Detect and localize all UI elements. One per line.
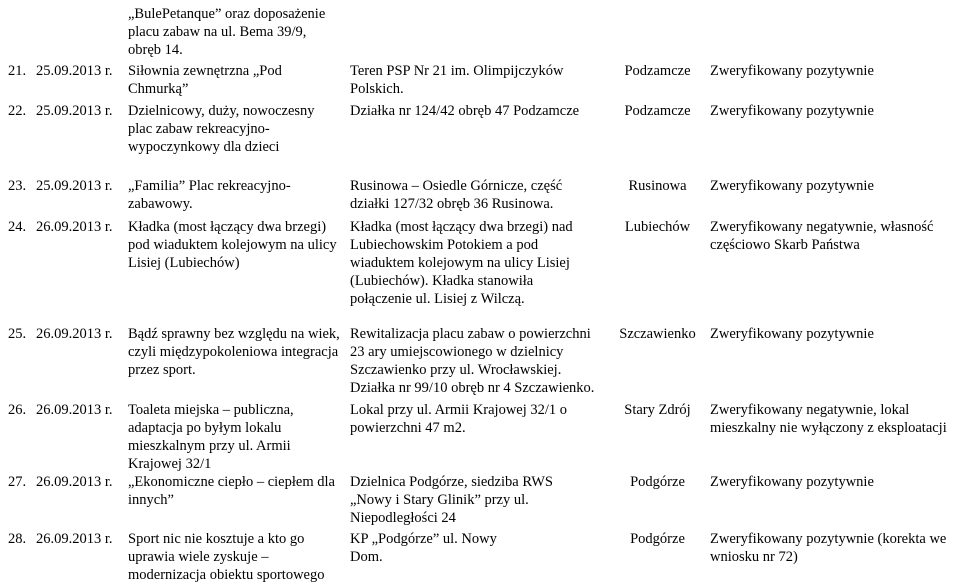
text-line: Działka nr 99/10 obręb nr 4 Szczawienko. bbox=[350, 380, 595, 396]
row-number: 24. bbox=[8, 219, 27, 235]
row-number: 23. bbox=[8, 178, 27, 194]
text-line: Sport nic nie kosztuje a kto go bbox=[128, 531, 305, 547]
text-line: „Nowy i Stary Glinik” przy ul. bbox=[350, 492, 529, 508]
district: Rusinowa bbox=[628, 178, 687, 194]
text-line: pod wiaduktem kolejowym na ulicy bbox=[128, 237, 337, 253]
submission-date: 26.09.2013 r. bbox=[36, 219, 113, 235]
verification-status bbox=[710, 325, 955, 343]
project-name bbox=[128, 177, 343, 213]
project-location bbox=[350, 218, 610, 308]
text-line: modernizacja obiektu sportowego bbox=[128, 567, 325, 583]
row-number: 26. bbox=[8, 402, 27, 418]
row-number: 22. bbox=[8, 103, 27, 119]
project-location bbox=[350, 401, 610, 437]
submission-date: 25.09.2013 r. bbox=[36, 63, 113, 79]
row-number: 25. bbox=[8, 326, 27, 342]
text-line: częściowo Skarb Państwa bbox=[710, 237, 860, 253]
text-line: Niepodległości 24 bbox=[350, 510, 456, 526]
text-line: Zweryfikowany pozytywnie (korekta we bbox=[710, 531, 947, 547]
text-line: „Familia” Plac rekreacyjno- bbox=[128, 178, 291, 194]
text-line: wniosku nr 72) bbox=[710, 549, 798, 565]
text-line: obręb 14. bbox=[128, 42, 183, 58]
text-line: 23 ary umiejscowionego w dzielnicy bbox=[350, 344, 564, 360]
text-line: plac zabaw rekreacyjno- bbox=[128, 121, 270, 137]
text-line: wiaduktem kolejowym na ulicy Lisiej bbox=[350, 255, 570, 271]
text-line: wypoczynkowy dla dzieci bbox=[128, 139, 280, 155]
text-line: „Ekonomiczne ciepło – ciepłem dla bbox=[128, 474, 335, 490]
text-line: Zweryfikowany pozytywnie bbox=[710, 103, 874, 119]
text-line: innych” bbox=[128, 492, 174, 508]
text-line: (Lubiechów). Kładka stanowiła bbox=[350, 273, 534, 289]
text-line: połączenie ul. Lisiej z Wilczą. bbox=[350, 291, 525, 307]
district: Lubiechów bbox=[624, 219, 691, 235]
text-line: uprawia wiele zyskuje – bbox=[128, 549, 269, 565]
project-location bbox=[350, 62, 610, 98]
text-line: Zweryfikowany pozytywnie bbox=[710, 474, 874, 490]
text-line: Dzielnicowy, duży, nowoczesny bbox=[128, 103, 315, 119]
text-line: Rusinowa – Osiedle Górnicze, część bbox=[350, 178, 563, 194]
district: Podgórze bbox=[630, 531, 685, 547]
submission-date: 26.09.2013 r. bbox=[36, 474, 113, 490]
text-line: Kładka (most łączący dwa brzegi) nad bbox=[350, 219, 573, 235]
project-location bbox=[350, 177, 610, 213]
text-line: Szczawienko przy ul. Wrocławskiej. bbox=[350, 362, 562, 378]
text-line: mieszkalnym przy ul. Armii bbox=[128, 438, 291, 454]
text-line: Polskich. bbox=[350, 81, 404, 97]
district: Podgórze bbox=[630, 474, 685, 490]
verification-status bbox=[710, 473, 955, 491]
submission-date: 25.09.2013 r. bbox=[36, 103, 113, 119]
text-line: Kładka (most łączący dwa brzegi) bbox=[128, 219, 327, 235]
project-name bbox=[128, 102, 343, 156]
project-name bbox=[128, 218, 343, 272]
verification-status bbox=[710, 218, 955, 254]
text-line: Chmurką” bbox=[128, 81, 189, 97]
district: Szczawienko bbox=[619, 326, 696, 342]
project-location bbox=[350, 473, 610, 527]
district: Podzamcze bbox=[624, 63, 691, 79]
text-line: placu zabaw na ul. Bema 39/9, bbox=[128, 24, 307, 40]
text-line: Siłownia zewnętrzna „Pod bbox=[128, 63, 282, 79]
text-line: czyli międzypokoleniowa integracja bbox=[128, 344, 339, 360]
project-name bbox=[128, 62, 343, 98]
row-number: 21. bbox=[8, 63, 27, 79]
text-line: Rewitalizacja placu zabaw o powierzchni bbox=[350, 326, 591, 342]
district: Podzamcze bbox=[624, 103, 691, 119]
project-name bbox=[128, 325, 343, 379]
submission-date: 26.09.2013 r. bbox=[36, 531, 113, 547]
verification-status bbox=[710, 401, 955, 437]
text-line: Zweryfikowany pozytywnie bbox=[710, 178, 874, 194]
submission-date: 25.09.2013 r. bbox=[36, 178, 113, 194]
text-line: „BulePetanque” oraz doposażenie bbox=[128, 6, 326, 22]
text-line: Dzielnica Podgórze, siedziba RWS bbox=[350, 474, 553, 490]
text-line: działki 127/32 obręb 36 Rusinowa. bbox=[350, 196, 554, 212]
verification-status bbox=[710, 62, 955, 80]
project-name bbox=[128, 473, 343, 509]
project-location bbox=[350, 102, 610, 120]
row-number: 27. bbox=[8, 474, 27, 490]
text-line: powierzchni 47 m2. bbox=[350, 420, 466, 436]
text-line: Bądź sprawny bez względu na wiek, bbox=[128, 326, 340, 342]
text-line: Dom. bbox=[350, 549, 383, 565]
text-line: Zweryfikowany pozytywnie bbox=[710, 63, 874, 79]
text-line: adaptacja po byłym lokalu bbox=[128, 420, 282, 436]
text-line: Zweryfikowany pozytywnie bbox=[710, 326, 874, 342]
verification-status bbox=[710, 177, 955, 195]
text-line: Toaleta miejska – publiczna, bbox=[128, 402, 294, 418]
text-line: Zweryfikowany negatywnie, własność bbox=[710, 219, 934, 235]
project-location bbox=[350, 530, 610, 566]
text-line: Lubiechowskim Potokiem a pod bbox=[350, 237, 539, 253]
text-line: Lokal przy ul. Armii Krajowej 32/1 o bbox=[350, 402, 568, 418]
submission-date: 26.09.2013 r. bbox=[36, 402, 113, 418]
text-line: KP „Podgórze” ul. Nowy bbox=[350, 531, 497, 547]
text-line: przez sport. bbox=[128, 362, 196, 378]
text-line: Lisiej (Lubiechów) bbox=[128, 255, 240, 271]
project-location bbox=[350, 325, 610, 397]
verification-status bbox=[710, 102, 955, 120]
project-name bbox=[128, 401, 343, 473]
text-line: mieszkalny nie wyłączony z eksploatacji bbox=[710, 420, 947, 436]
text-line: Zweryfikowany negatywnie, lokal bbox=[710, 402, 910, 418]
text-line: Krajowej 32/1 bbox=[128, 456, 212, 472]
row-number: 28. bbox=[8, 531, 27, 547]
verification-status bbox=[710, 530, 955, 566]
text-line: Teren PSP Nr 21 im. Olimpijczyków bbox=[350, 63, 564, 79]
text-line: Działka nr 124/42 obręb 47 Podzamcze bbox=[350, 103, 580, 119]
project-name bbox=[128, 530, 343, 584]
text-line: zabawowy. bbox=[128, 196, 193, 212]
project-name bbox=[128, 5, 343, 59]
submission-date: 26.09.2013 r. bbox=[36, 326, 113, 342]
district: Stary Zdrój bbox=[624, 402, 691, 418]
